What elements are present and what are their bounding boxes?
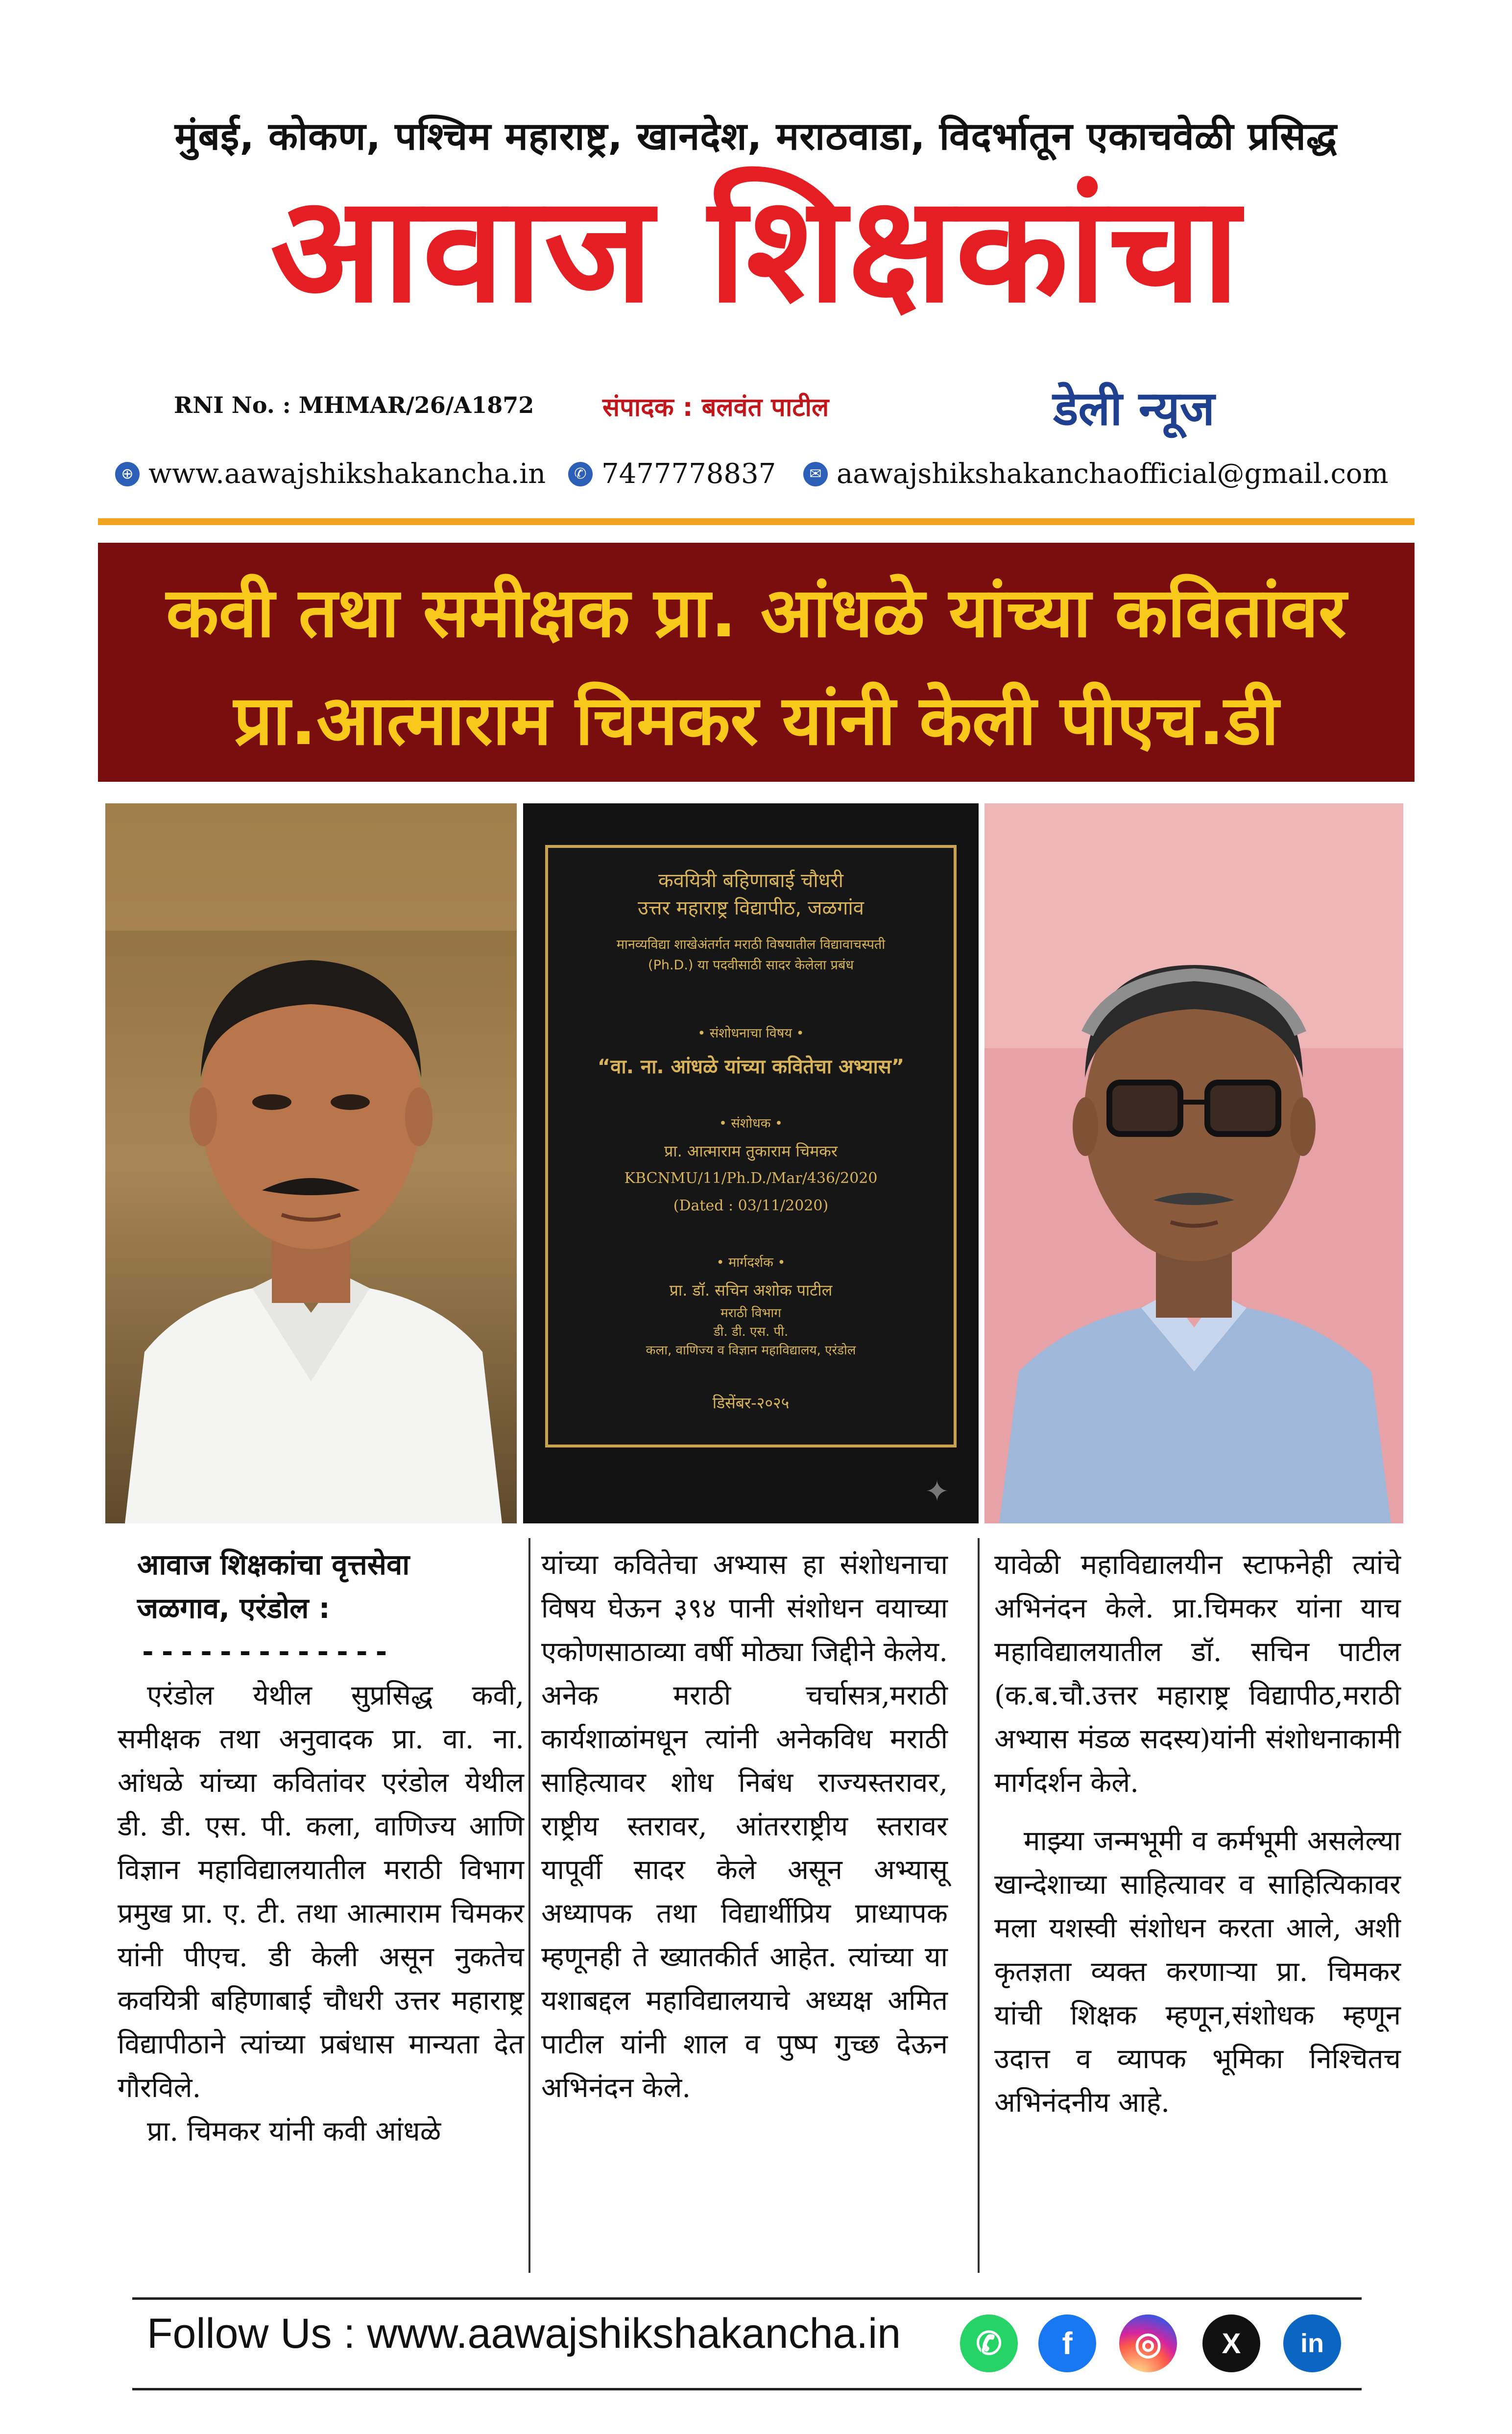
whatsapp-icon[interactable]: ✆ <box>960 2314 1018 2372</box>
article-dateline-2: जळगाव, एरंडोल : <box>137 1591 330 1625</box>
column-divider <box>978 1538 980 2273</box>
footer-rule-top <box>132 2297 1362 2300</box>
phone-icon: ✆ <box>568 462 593 486</box>
thesis-dated: (Dated : 03/11/2020) <box>673 1197 829 1214</box>
article-dateline-1: आवाज शिक्षकांचा वृत्तसेवा <box>137 1548 410 1581</box>
article-column-2 <box>541 1543 948 2110</box>
article-paragraph: यावेळी महाविद्यालयीन स्टाफनेही त्यांचे अभिनंदन केले. प्रा.चिमकर यांना याच महाविद्यालयातील डॉ. सचिन पाटील (क.ब.चौ.उत्तर महाराष्ट्र विद्यापीठ,मराठी अभ्यास मंडळ सदस्य)यांनी संशोधनाकामी मार्गदर्शन केले. <box>994 1549 1401 1799</box>
newspaper-masthead: आवाज शिक्षकांचा <box>270 164 1242 335</box>
facebook-icon[interactable]: f <box>1038 2314 1096 2372</box>
article-paragraph: प्रा. चिमकर यांनी कवी आंधळे <box>147 2116 441 2147</box>
thesis-researcher-label: • संशोधक • <box>719 1116 783 1131</box>
thesis-reg-no: KBCNMU/11/Ph.D./Mar/436/2020 <box>624 1170 878 1187</box>
email-contact[interactable] <box>803 458 1389 490</box>
x-icon[interactable]: X <box>1202 2314 1260 2372</box>
thesis-researcher: प्रा. आत्माराम तुकाराम चिमकर <box>664 1142 838 1160</box>
thesis-cover-image <box>523 803 979 1523</box>
phone-contact[interactable] <box>568 458 776 490</box>
footer-rule-bottom <box>132 2388 1362 2390</box>
email-text[interactable]: aawajshikshakanchaofficial@gmail.com <box>837 458 1389 490</box>
article-column-1 <box>118 1543 524 2153</box>
photo-president <box>105 803 517 1523</box>
column-divider <box>528 1538 530 2273</box>
article-column-3 <box>994 1543 1401 2124</box>
headline-line-2: प्रा.आत्माराम चिमकर यांनी केली पीएच.डी <box>234 681 1279 761</box>
website-text[interactable]: www.aawajshikshakancha.in <box>148 458 546 490</box>
mail-icon: ✉ <box>803 462 828 486</box>
editor-credit: संपादक : बलवंत पाटील <box>602 393 829 422</box>
header-divider <box>98 518 1415 525</box>
photo-researcher <box>984 803 1403 1523</box>
instagram-icon[interactable]: ◎ <box>1119 2314 1177 2372</box>
article-paragraph: एरंडोल येथील सुप्रसिद्ध कवी, समीक्षक तथा अनुवादक प्रा. वा. ना. आंधळे यांच्या कवितांवर एरंडोल येथील डी. डी. एस. पी. कला, वाणिज्य आणि विज्ञान महाविद्यालयातील मराठी विभाग प्रमुख प्रा. ए. टी. तथा आत्माराम चिमकर यांनी पीएच. डी केली असून नुकतेच कवयित्री बहिणाबाई चौधरी उत्तर महाराष्ट्र विद्यापीठाने त्यांच्या प्रबंधास मान्यता देत गौरविले. <box>118 1680 524 2104</box>
follow-us-link[interactable]: Follow Us : www.aawajshikshakancha.in <box>147 2310 901 2357</box>
daily-news-label: डेली न्यूज <box>1053 381 1215 436</box>
thesis-guide-label: • मार्गदर्शक • <box>716 1255 786 1270</box>
masthead-tagline: मुंबई, कोकण, पश्चिम महाराष्ट्र, खानदेश, मराठवाडा, विदर्भातून एकाचवेळी प्रसिद्ध <box>174 115 1338 159</box>
headline-line-1: कवी तथा समीक्षक प्रा. आंधळे यांच्या कवितांवर <box>166 573 1346 653</box>
website-contact[interactable] <box>115 458 546 490</box>
thesis-college-short: डी. डी. एस. पी. <box>713 1325 789 1339</box>
thesis-university-line-1: कवयित्री बहिणाबाई चौधरी <box>658 869 844 892</box>
thesis-dept: मराठी विभाग <box>720 1306 781 1321</box>
thesis-subject: “वा. ना. आंधळे यांच्या कवितेचा अभ्यास” <box>597 1056 905 1078</box>
article-paragraph: माझ्या जन्मभूमी व कर्मभूमी असलेल्या खान्देशाच्या साहित्यावर व साहित्यिकावर मला यशस्वी संशोधन करता आले, अशी कृतज्ञता व्यक्त करणाऱ्या प्रा. चिमकर यांची शिक्षक म्हणून,संशोधक म्हणून उदात्त व व्यापक भूमिका निश्चितच अभिनंदनीय आहे. <box>994 1825 1401 2119</box>
thesis-faculty-line-1: मानव्यविद्या शाखेअंतर्गत मराठी विषयातील विद्यावाचस्पती <box>616 937 886 952</box>
article-paragraph: यांच्या कवितेचा अभ्यास हा संशोधनाचा विषय घेऊन ३९४ पानी संशोधन वयाच्या एकोणसाठाव्या वर्षी मोठ्या जिद्दीने केलेय. अनेक मराठी चर्चासत्र,मराठी कार्यशाळांमधून त्यांनी अनेकविध मराठी साहित्यावर शोध निबंध राज्यस्तरावर, राष्ट्रीय स्तरावर, आंतरराष्ट्रीय स्तरावर यापूर्वी सादर केले असून अभ्यासू अध्यापक तथा विद्यार्थीप्रिय प्राध्यापक म्हणूनही ते ख्यातकीर्त आहेत. त्यांच्या या यशाबद्दल महाविद्यालयाचे अध्यक्ष अमित पाटील यांनी शाल व पुष्प गुच्छ देऊन अभिनंदन केले. <box>541 1549 948 2104</box>
thesis-guide: प्रा. डॉ. सचिन अशोक पाटील <box>669 1281 833 1300</box>
linkedin-icon[interactable]: in <box>1283 2314 1341 2372</box>
thesis-date: डिसेंबर-२०२५ <box>712 1394 790 1412</box>
thesis-university-line-2: उत्तर महाराष्ट्र विद्यापीठ, जळगांव <box>637 897 864 919</box>
thesis-cover-text <box>523 867 979 1417</box>
phone-text[interactable]: 7477778837 <box>601 458 776 490</box>
thesis-subject-label: • संशोधनाचा विषय • <box>697 1026 804 1041</box>
thesis-faculty-line-2: (Ph.D.) या पदवीसाठी सादर केलेला प्रबंध <box>648 958 854 973</box>
sparkle-icon: ✦ <box>925 1474 950 1509</box>
article-separator: ------------- <box>140 1636 393 1668</box>
thesis-college: कला, वाणिज्य व विज्ञान महाविद्यालय, एरंडोल <box>646 1343 856 1358</box>
globe-icon: ⊕ <box>115 462 140 486</box>
rni-number: RNI No. : MHMAR/26/A1872 <box>174 392 534 418</box>
